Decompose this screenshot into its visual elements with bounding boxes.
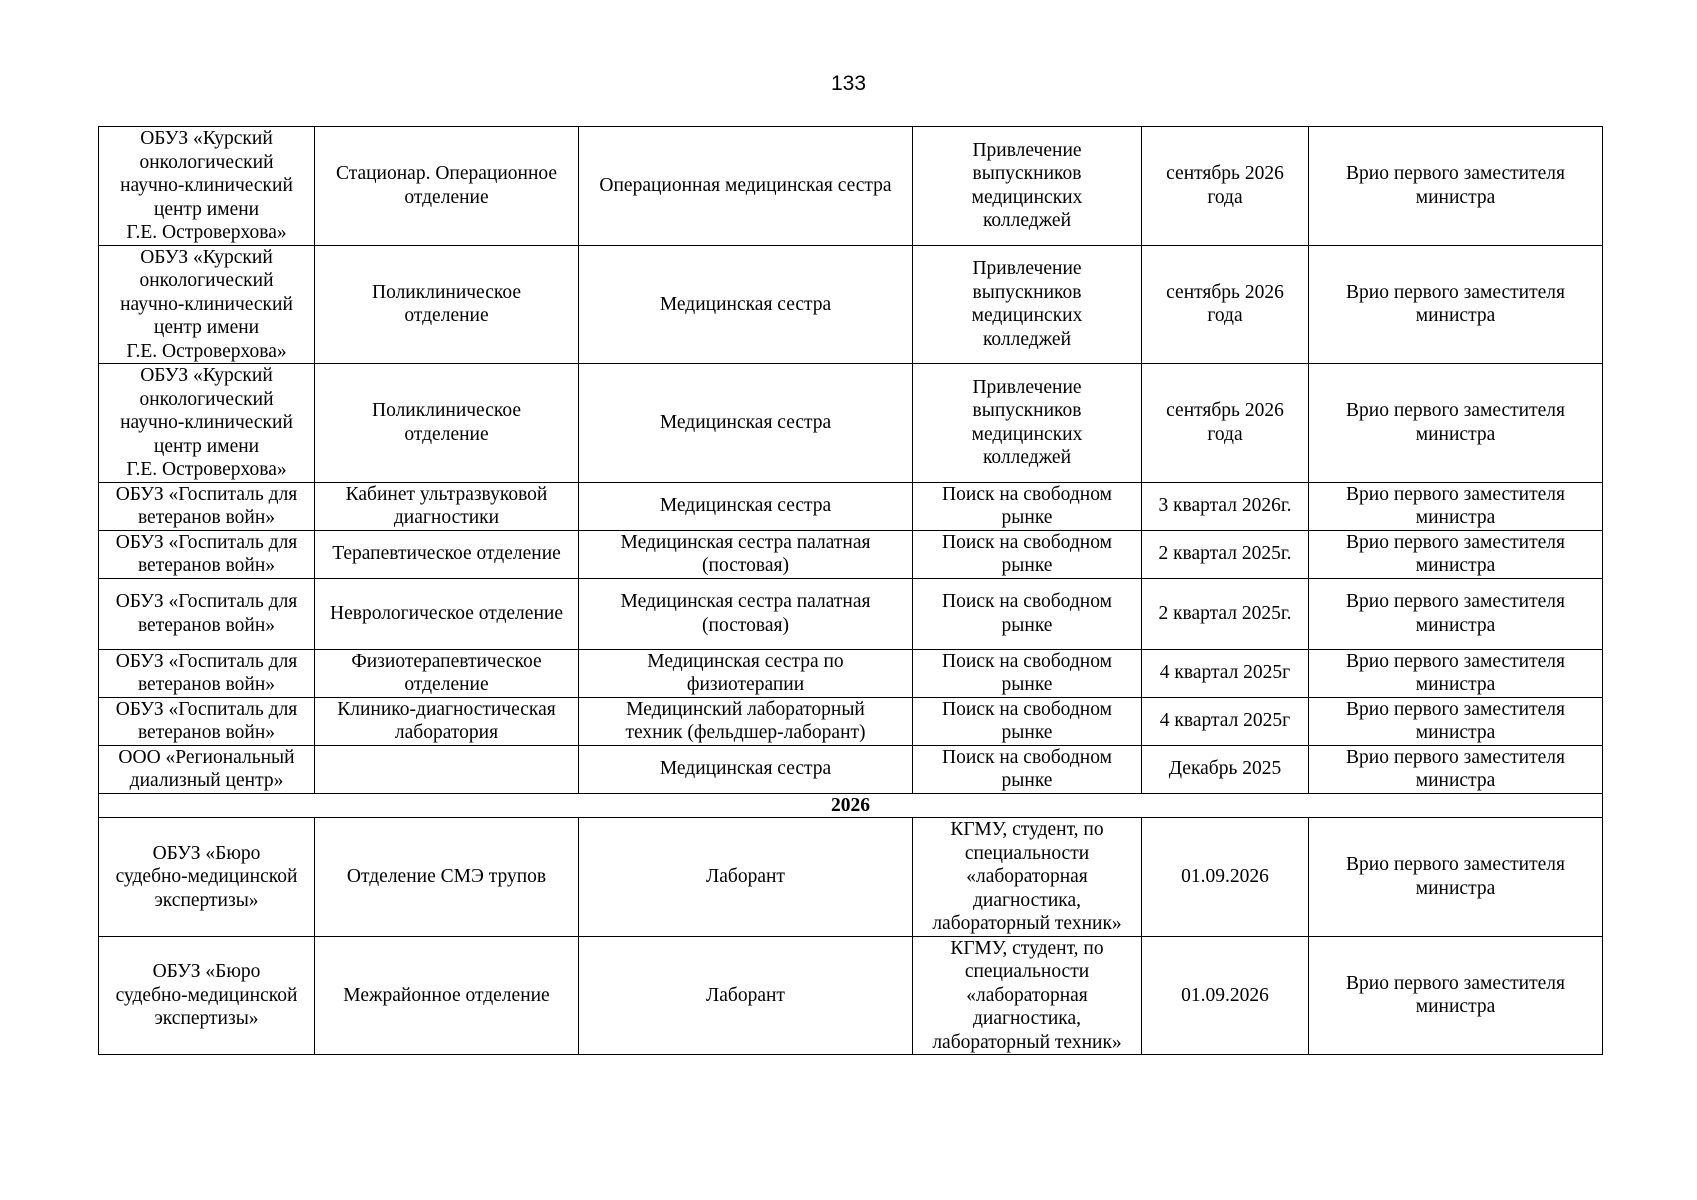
table-row — [99, 364, 1603, 483]
department-cell: Отделение СМЭ трупов — [315, 818, 579, 937]
table-row — [99, 127, 1603, 246]
organization-cell: ОБУЗ «Госпиталь для ветеранов войн» — [99, 649, 315, 697]
organization-cell: ОБУЗ «Госпиталь для ветеранов войн» — [99, 482, 315, 530]
department-cell — [315, 745, 579, 793]
position-cell: Медицинская сестра палатная (постовая) — [579, 578, 913, 649]
table-row — [99, 245, 1603, 364]
position-cell: Операционная медицинская сестра — [579, 127, 913, 246]
table-row — [99, 745, 1603, 793]
organization-cell: ОБУЗ «Курский онкологический научно-клинический центр имени Г.Е. Островерхова» — [99, 364, 315, 483]
position-cell: Медицинская сестра по физиотерапии — [579, 649, 913, 697]
source-cell: КГМУ, студент, по специальности «лабораторная диагностика, лабораторный техник» — [913, 936, 1142, 1055]
organization-cell: ОБУЗ «Госпиталь для ветеранов войн» — [99, 578, 315, 649]
section-year: 2026 — [99, 793, 1603, 818]
source-cell: Привлечение выпускников медицинских колледжей — [913, 364, 1142, 483]
source-cell: Поиск на свободном рынке — [913, 482, 1142, 530]
position-cell: Медицинская сестра — [579, 245, 913, 364]
date-cell: 01.09.2026 — [1142, 936, 1309, 1055]
table-row — [99, 578, 1603, 649]
date-cell: Декабрь 2025 — [1142, 745, 1309, 793]
responsible-cell: Врио первого заместителя министра — [1309, 245, 1603, 364]
organization-cell: ОБУЗ «Курский онкологический научно-клинический центр имени Г.Е. Островерхова» — [99, 127, 315, 246]
responsible-cell: Врио первого заместителя министра — [1309, 127, 1603, 246]
table-row — [99, 482, 1603, 530]
source-cell: Поиск на свободном рынке — [913, 697, 1142, 745]
department-cell: Поликлиническое отделение — [315, 245, 579, 364]
table-row — [99, 649, 1603, 697]
table-row — [99, 697, 1603, 745]
responsible-cell: Врио первого заместителя министра — [1309, 745, 1603, 793]
position-cell: Медицинская сестра палатная (постовая) — [579, 530, 913, 578]
source-cell: Поиск на свободном рынке — [913, 745, 1142, 793]
date-cell: 4 квартал 2025г — [1142, 649, 1309, 697]
responsible-cell: Врио первого заместителя министра — [1309, 818, 1603, 937]
department-cell: Кабинет ультразвуковой диагностики — [315, 482, 579, 530]
organization-cell: ОБУЗ «Курский онкологический научно-клинический центр имени Г.Е. Островерхова» — [99, 245, 315, 364]
date-cell: сентябрь 2026 года — [1142, 364, 1309, 483]
table-row — [99, 936, 1603, 1055]
source-cell: Поиск на свободном рынке — [913, 649, 1142, 697]
organization-cell: ОБУЗ «Госпиталь для ветеранов войн» — [99, 697, 315, 745]
plan-table — [98, 126, 1603, 1055]
responsible-cell: Врио первого заместителя министра — [1309, 936, 1603, 1055]
organization-cell: ОБУЗ «Бюро судебно-медицинской экспертизы» — [99, 818, 315, 937]
organization-cell: ООО «Региональный диализный центр» — [99, 745, 315, 793]
organization-cell: ОБУЗ «Бюро судебно-медицинской экспертизы» — [99, 936, 315, 1055]
date-cell: 2 квартал 2025г. — [1142, 578, 1309, 649]
responsible-cell: Врио первого заместителя министра — [1309, 530, 1603, 578]
source-cell: Поиск на свободном рынке — [913, 530, 1142, 578]
department-cell: Клинико-диагностическая лаборатория — [315, 697, 579, 745]
source-cell: Поиск на свободном рынке — [913, 578, 1142, 649]
responsible-cell: Врио первого заместителя министра — [1309, 578, 1603, 649]
table-row — [99, 530, 1603, 578]
date-cell: сентябрь 2026 года — [1142, 127, 1309, 246]
table-row — [99, 818, 1603, 937]
position-cell: Лаборант — [579, 818, 913, 937]
department-cell: Терапевтическое отделение — [315, 530, 579, 578]
date-cell: 2 квартал 2025г. — [1142, 530, 1309, 578]
source-cell: КГМУ, студент, по специальности «лабораторная диагностика, лабораторный техник» — [913, 818, 1142, 937]
position-cell: Лаборант — [579, 936, 913, 1055]
position-cell: Медицинская сестра — [579, 745, 913, 793]
responsible-cell: Врио первого заместителя министра — [1309, 364, 1603, 483]
page-number: 133 — [830, 72, 867, 95]
department-cell: Физиотерапевтическое отделение — [315, 649, 579, 697]
date-cell: 01.09.2026 — [1142, 818, 1309, 937]
department-cell: Межрайонное отделение — [315, 936, 579, 1055]
date-cell: 4 квартал 2025г — [1142, 697, 1309, 745]
table-body — [99, 127, 1603, 1055]
responsible-cell: Врио первого заместителя министра — [1309, 482, 1603, 530]
position-cell: Медицинская сестра — [579, 364, 913, 483]
position-cell: Медицинская сестра — [579, 482, 913, 530]
department-cell: Неврологическое отделение — [315, 578, 579, 649]
responsible-cell: Врио первого заместителя министра — [1309, 697, 1603, 745]
position-cell: Медицинский лабораторный техник (фельдшер-лаборант) — [579, 697, 913, 745]
source-cell: Привлечение выпускников медицинских колледжей — [913, 245, 1142, 364]
department-cell: Стационар. Операционное отделение — [315, 127, 579, 246]
responsible-cell: Врио первого заместителя министра — [1309, 649, 1603, 697]
section-row — [99, 793, 1603, 818]
organization-cell: ОБУЗ «Госпиталь для ветеранов войн» — [99, 530, 315, 578]
date-cell: 3 квартал 2026г. — [1142, 482, 1309, 530]
date-cell: сентябрь 2026 года — [1142, 245, 1309, 364]
department-cell: Поликлиническое отделение — [315, 364, 579, 483]
source-cell: Привлечение выпускников медицинских колледжей — [913, 127, 1142, 246]
